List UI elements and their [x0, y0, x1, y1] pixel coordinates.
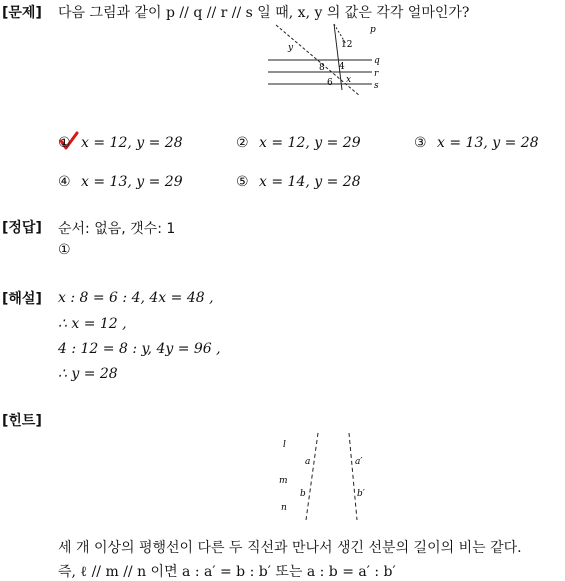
- solution-line-1: x : 8 = 6 : 4, 4x = 48 ,: [58, 290, 214, 306]
- choice-4-number: ④: [58, 174, 71, 190]
- label-y: y: [288, 43, 294, 53]
- choice-4[interactable]: [58, 174, 183, 190]
- hint-label-b-prime: b′: [357, 489, 365, 499]
- label-x: x: [346, 75, 352, 85]
- solution-line-3: 4 : 12 = 8 : y, 4y = 96 ,: [58, 341, 221, 357]
- hint-label-a-prime: a′: [355, 457, 363, 467]
- choice-2-text: x = 12, y = 29: [259, 135, 361, 151]
- choice-1[interactable]: [58, 135, 183, 151]
- hint-label-n: n: [281, 503, 287, 513]
- choice-3[interactable]: [414, 135, 539, 151]
- hint-figure: [275, 430, 375, 522]
- hint-label-a: a: [305, 457, 311, 467]
- choice-3-text: x = 13, y = 28: [437, 135, 539, 151]
- label-6: 6: [327, 78, 333, 88]
- choice-1-text: x = 12, y = 28: [81, 135, 183, 151]
- solution-label: [해설]: [2, 291, 42, 307]
- hint-label-m: m: [279, 476, 288, 486]
- parallel-lines-figure: [262, 20, 392, 98]
- choice-1-number: ①: [58, 135, 71, 151]
- choice-5-number: ⑤: [236, 174, 249, 190]
- hint-text-2: 즉, ℓ // m // n 이면 a : a′ = b : b′ 또는 a : b = a′ : b′: [58, 564, 396, 580]
- label-12: 12: [341, 40, 353, 50]
- label-p: p: [370, 25, 376, 35]
- choice-5[interactable]: [236, 174, 361, 190]
- label-8: 8: [319, 63, 325, 73]
- label-s: s: [374, 81, 379, 91]
- hint-label-l: l: [283, 440, 286, 450]
- choice-5-text: x = 14, y = 28: [259, 174, 361, 190]
- hint-label-b: b: [300, 489, 306, 499]
- choice-2-number: ②: [236, 135, 249, 151]
- label-4: 4: [339, 62, 345, 72]
- answer-label: [정답]: [2, 220, 42, 236]
- question-label: [문제]: [2, 5, 42, 21]
- choice-2[interactable]: [236, 135, 361, 151]
- solution-line-4: ∴ y = 28: [58, 366, 118, 382]
- answer-line-2: ①: [58, 242, 71, 258]
- choice-4-text: x = 13, y = 29: [81, 174, 183, 190]
- label-r: r: [374, 69, 379, 79]
- choice-3-number: ③: [414, 135, 427, 151]
- solution-line-2: ∴ x = 12 ,: [58, 316, 127, 332]
- label-q: q: [374, 56, 380, 66]
- answer-line-1: 순서: 없음, 갯수: 1: [58, 221, 176, 237]
- hint-text-1: 세 개 이상의 평행선이 다른 두 직선과 만나서 생긴 선분의 길이의 비는 같다.: [58, 540, 522, 556]
- question-text: 다음 그림과 같이 p // q // r // s 일 때, x, y 의 값은 각각 얼마인가?: [58, 5, 470, 21]
- hint-label: [힌트]: [2, 413, 42, 429]
